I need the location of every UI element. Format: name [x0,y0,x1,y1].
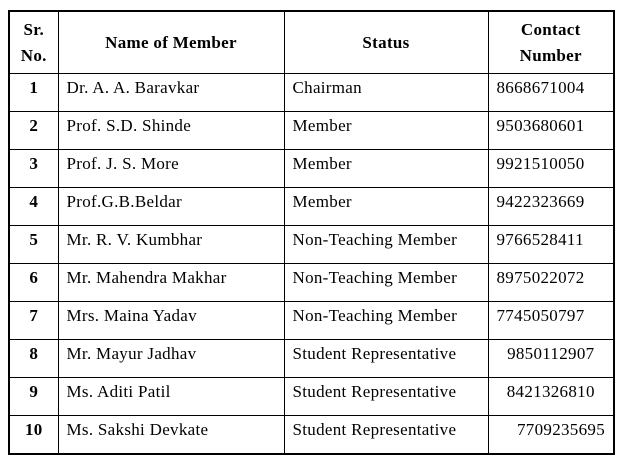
cell-contact: 8668671004 [488,74,614,112]
cell-name: Dr. A. A. Baravkar [58,74,284,112]
header-row [9,11,614,74]
cell-sr: 8 [9,340,58,378]
cell-sr: 7 [9,302,58,340]
cell-sr: 4 [9,188,58,226]
cell-status: Non-Teaching Member [284,226,488,264]
cell-name: Ms. Sakshi Devkate [58,416,284,455]
column-header-name [58,11,284,74]
cell-name: Mr. Mahendra Makhar [58,264,284,302]
column-header-line: Status [362,32,410,52]
cell-status: Member [284,150,488,188]
table-row [9,74,614,112]
cell-sr: 10 [9,416,58,455]
column-header-line: No. [20,45,47,65]
cell-contact: 9422323669 [488,188,614,226]
table-row [9,340,614,378]
column-header-contact [488,11,614,74]
cell-name: Prof. S.D. Shinde [58,112,284,150]
cell-name: Mr. Mayur Jadhav [58,340,284,378]
cell-name: Prof.G.B.Beldar [58,188,284,226]
table-row [9,226,614,264]
cell-contact: 8421326810 [488,378,614,416]
column-header-sr [9,11,58,74]
table-row [9,416,614,455]
cell-contact: 8975022072 [488,264,614,302]
cell-status: Non-Teaching Member [284,302,488,340]
table-header [9,11,614,74]
column-header-line: Contact [520,19,581,39]
column-header-line: Name of Member [105,32,237,52]
table-row [9,378,614,416]
cell-status: Chairman [284,74,488,112]
column-header-status [284,11,488,74]
cell-sr: 5 [9,226,58,264]
cell-sr: 3 [9,150,58,188]
cell-name: Mrs. Maina Yadav [58,302,284,340]
cell-name: Mr. R. V. Kumbhar [58,226,284,264]
cell-contact: 9503680601 [488,112,614,150]
table-body [9,74,614,455]
cell-contact: 9766528411 [488,226,614,264]
cell-status: Student Representative [284,378,488,416]
table-row [9,150,614,188]
cell-contact: 7745050797 [488,302,614,340]
cell-contact: 9921510050 [488,150,614,188]
cell-name: Prof. J. S. More [58,150,284,188]
table-row [9,188,614,226]
cell-sr: 6 [9,264,58,302]
table-row [9,302,614,340]
cell-sr: 9 [9,378,58,416]
cell-contact: 9850112907 [488,340,614,378]
cell-name: Ms. Aditi Patil [58,378,284,416]
table-row [9,112,614,150]
cell-sr: 1 [9,74,58,112]
column-header-line: Sr. [23,19,45,39]
cell-status: Non-Teaching Member [284,264,488,302]
cell-sr: 2 [9,112,58,150]
members-table [8,10,615,455]
column-header-line: Number [519,45,582,65]
table-row [9,264,614,302]
cell-status: Member [284,188,488,226]
cell-status: Member [284,112,488,150]
cell-status: Student Representative [284,340,488,378]
cell-contact: 7709235695 [488,416,614,455]
cell-status: Student Representative [284,416,488,455]
